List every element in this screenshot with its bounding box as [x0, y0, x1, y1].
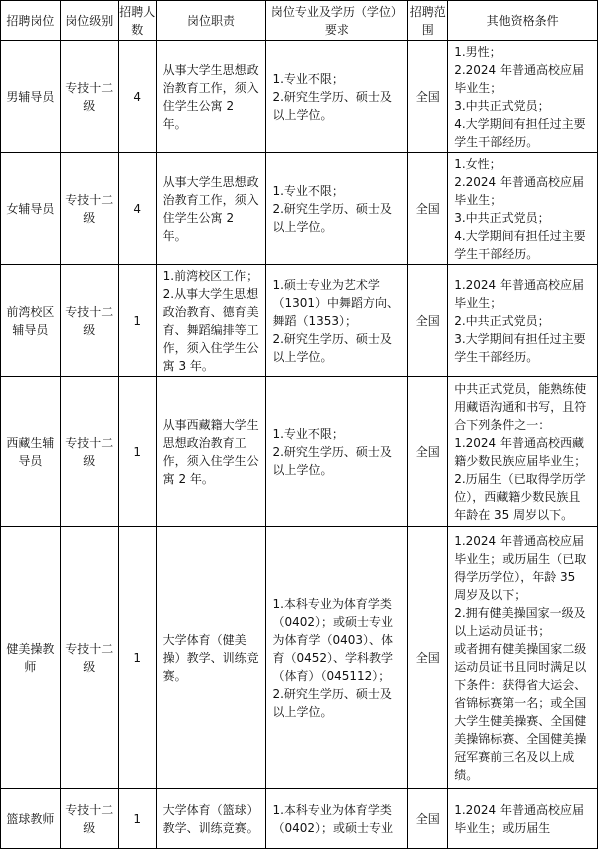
header-scope: 招聘范围	[408, 1, 448, 41]
table-row	[1, 153, 598, 265]
table-row	[1, 41, 598, 153]
table-row	[1, 377, 598, 527]
scope-cell: 全国	[408, 41, 448, 153]
table-row	[1, 789, 598, 849]
position-cell: 前湾校区辅导员	[1, 265, 61, 377]
other-line: 1.2024 年普通高校应届毕业生；	[454, 277, 585, 310]
scope-cell: 全国	[408, 265, 448, 377]
count-cell: 4	[118, 41, 156, 153]
count-cell: 1	[118, 527, 156, 789]
major-line: 2.研究生学历、硕士及以上学位。	[272, 201, 392, 234]
major-line: 2.研究生学历、硕士及以上学位。	[272, 331, 392, 364]
major-cell	[266, 153, 408, 265]
other-line: 3.大学期间有担任过主要学生干部经历。	[454, 331, 586, 364]
duties-cell	[156, 527, 266, 789]
other-cell	[448, 527, 598, 789]
other-cell	[448, 41, 598, 153]
other-cell	[448, 265, 598, 377]
major-line: 1.专业不限；	[272, 183, 344, 198]
other-line: 1.2024 年普通高校应届毕业生；或历届生（已取得学历学位），年龄 35 周岁及以下；	[454, 533, 587, 602]
other-line: 中共正式党员，能熟练使用藏语沟通和书写，且符合下列条件之一：1.2024 年普通高校西藏籍少数民族应届毕业生；2.历届生（已取得学历学位），西藏籍少数民族且年龄在 35 周岁以下。	[454, 381, 587, 522]
duties-line: 1.前湾校区工作；	[162, 268, 259, 283]
major-cell	[266, 789, 408, 849]
header-count: 招聘人数	[118, 1, 156, 41]
duties-line: 大学体育（篮球）教学、训练竞赛。	[162, 802, 259, 835]
level-cell: 专技十二级	[60, 41, 118, 153]
position-cell: 女辅导员	[1, 153, 61, 265]
other-line: 1.女性；	[454, 156, 502, 171]
duties-line: 从事大学生思想政治教育工作，须入住学生公寓 2 年。	[162, 62, 259, 131]
level-cell: 专技十二级	[60, 789, 118, 849]
major-line: 1.本科专业为体育学类（0402）；或硕士专业	[272, 802, 393, 835]
major-line: 2.研究生学历、硕士及以上学位。	[272, 686, 392, 719]
duties-line: 2.从事大学生思想政治教育、德育美育、舞蹈编排等工作，须入住学生公寓 3 年。	[162, 286, 259, 373]
major-line: 1.本科专业为体育学类（0402）；或硕士专业为体育学（0403）、体育（0452）、学科教学（体育）（045112）；	[272, 596, 393, 683]
duties-cell	[156, 41, 266, 153]
level-cell: 专技十二级	[60, 527, 118, 789]
duties-line: 大学体育（健美操）教学、训练竞赛。	[162, 632, 259, 683]
duties-cell	[156, 153, 266, 265]
other-line: 1.2024 年普通高校应届毕业生；或历届生	[454, 802, 585, 835]
major-line: 1.专业不限；	[272, 71, 344, 86]
count-cell: 1	[118, 265, 156, 377]
major-line: 2.研究生学历、硕士及以上学位。	[272, 444, 392, 477]
level-cell: 专技十二级	[60, 265, 118, 377]
major-line: 1.专业不限；	[272, 426, 344, 441]
count-cell: 1	[118, 789, 156, 849]
other-line: 1.男性；	[454, 44, 502, 59]
position-cell: 男辅导员	[1, 41, 61, 153]
header-level: 岗位级别	[60, 1, 118, 41]
other-cell	[448, 789, 598, 849]
position-cell: 西藏生辅导员	[1, 377, 61, 527]
scope-cell: 全国	[408, 377, 448, 527]
scope-cell: 全国	[408, 153, 448, 265]
major-line: 1.硕士专业为艺术学（1301）中舞蹈方向、舞蹈（1353）；	[272, 277, 399, 328]
header-position: 招聘岗位	[1, 1, 61, 41]
other-line: 3.中共正式党员；	[454, 210, 550, 225]
duties-cell	[156, 265, 266, 377]
count-cell: 4	[118, 153, 156, 265]
header-other: 其他资格条件	[448, 1, 598, 41]
header-duties: 岗位职责	[156, 1, 266, 41]
level-cell: 专技十二级	[60, 153, 118, 265]
table-row	[1, 527, 598, 789]
other-line: 2.2024 年普通高校应届毕业生；	[454, 174, 585, 207]
table-row	[1, 265, 598, 377]
duties-cell	[156, 789, 266, 849]
other-line: 4.大学期间有担任过主要学生干部经历。	[454, 228, 586, 261]
other-line: 4.大学期间有担任过主要学生干部经历。	[454, 116, 586, 149]
other-line: 3.中共正式党员；	[454, 98, 550, 113]
position-cell: 健美操教师	[1, 527, 61, 789]
other-line: 2.2024 年普通高校应届毕业生；	[454, 62, 585, 95]
header-major: 岗位专业及学历（学位）要求	[266, 1, 408, 41]
other-line: 2.拥有健美操国家一级及以上运动员证书；	[454, 605, 586, 638]
duties-line: 从事大学生思想政治教育工作，须入住学生公寓 2 年。	[162, 174, 259, 243]
position-cell: 篮球教师	[1, 789, 61, 849]
other-line: 或者拥有健美操国家二级运动员证书且同时满足以下条件：获得省大运会、省锦标赛第一名；或全国大学生健美操赛、全国健美操锦标赛、全国健美操冠军赛前三名及以上成绩。	[454, 641, 587, 782]
duties-line: 从事西藏籍大学生思想政治教育工作，须入住学生公寓 2 年。	[162, 417, 259, 486]
table-header-row	[1, 1, 598, 41]
major-cell	[266, 377, 408, 527]
major-cell	[266, 265, 408, 377]
other-cell	[448, 153, 598, 265]
duties-cell	[156, 377, 266, 527]
major-cell	[266, 41, 408, 153]
scope-cell: 全国	[408, 789, 448, 849]
other-line: 2.中共正式党员；	[454, 313, 550, 328]
count-cell: 1	[118, 377, 156, 527]
major-cell	[266, 527, 408, 789]
other-cell	[448, 377, 598, 527]
level-cell: 专技十二级	[60, 377, 118, 527]
scope-cell: 全国	[408, 527, 448, 789]
major-line: 2.研究生学历、硕士及以上学位。	[272, 89, 392, 122]
